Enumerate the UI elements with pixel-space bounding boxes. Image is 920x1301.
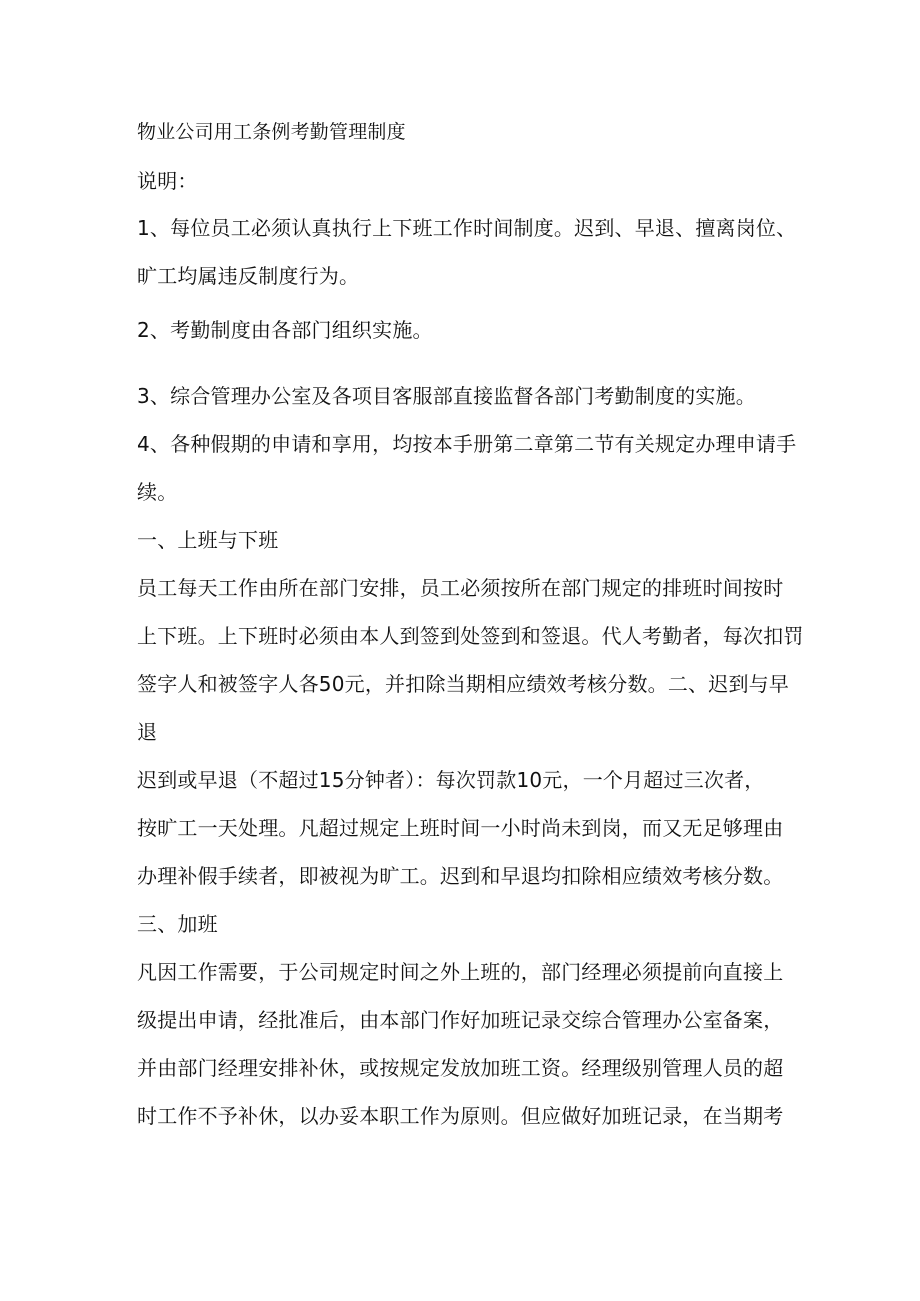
- text-line: 4、各种假期的申请和享用，均按本手册第二章第二节有关规定办理申请手: [137, 432, 797, 456]
- section-heading: 三、加班: [137, 912, 218, 936]
- text-line: 迟到或早退（不超过15分钟者）：每次罚款10元，一个月超过三次者，: [137, 768, 765, 792]
- text-line: 并由部门经理安排补休，或按规定发放加班工资。经理级别管理人员的超: [137, 1056, 784, 1080]
- text-line: 退: [137, 720, 158, 744]
- document-title: 物业公司用工条例考勤管理制度: [137, 121, 406, 143]
- text-line: 级提出申请，经批准后，由本部门作好加班记录交综合管理办公室备案，: [137, 1008, 784, 1032]
- text-line: 按旷工一天处理。凡超过规定上班时间一小时尚未到岗，而又无足够理由: [137, 816, 784, 840]
- text-line: 2、考勤制度由各部门组织实施。: [137, 318, 433, 342]
- text-line: 时工作不予补休，以办妥本职工作为原则。但应做好加班记录，在当期考: [137, 1104, 784, 1128]
- text-line: 说明：: [137, 169, 198, 193]
- section-heading: 一、上班与下班: [137, 528, 279, 552]
- text-line: 上下班。上下班时必须由本人到签到处签到和签退。代人考勤者，每次扣罚: [137, 624, 804, 648]
- text-line: 员工每天工作由所在部门安排，员工必须按所在部门规定的排班时间按时: [137, 576, 784, 600]
- text-line: 3、综合管理办公室及各项目客服部直接监督各部门考勤制度的实施。: [137, 384, 756, 408]
- text-line: 旷工均属违反制度行为。: [137, 264, 360, 288]
- text-line: 凡因工作需要，于公司规定时间之外上班的，部门经理必须提前向直接上: [137, 960, 784, 984]
- text-line: 1、每位员工必须认真执行上下班工作时间制度。迟到、早退、擅离岗位、: [137, 216, 797, 240]
- text-line: 续。: [137, 480, 178, 504]
- text-line: 办理补假手续者，即被视为旷工。迟到和早退均扣除相应绩效考核分数。: [137, 864, 784, 888]
- text-line: 签字人和被签字人各50元，并扣除当期相应绩效考核分数。二、迟到与早: [137, 672, 790, 696]
